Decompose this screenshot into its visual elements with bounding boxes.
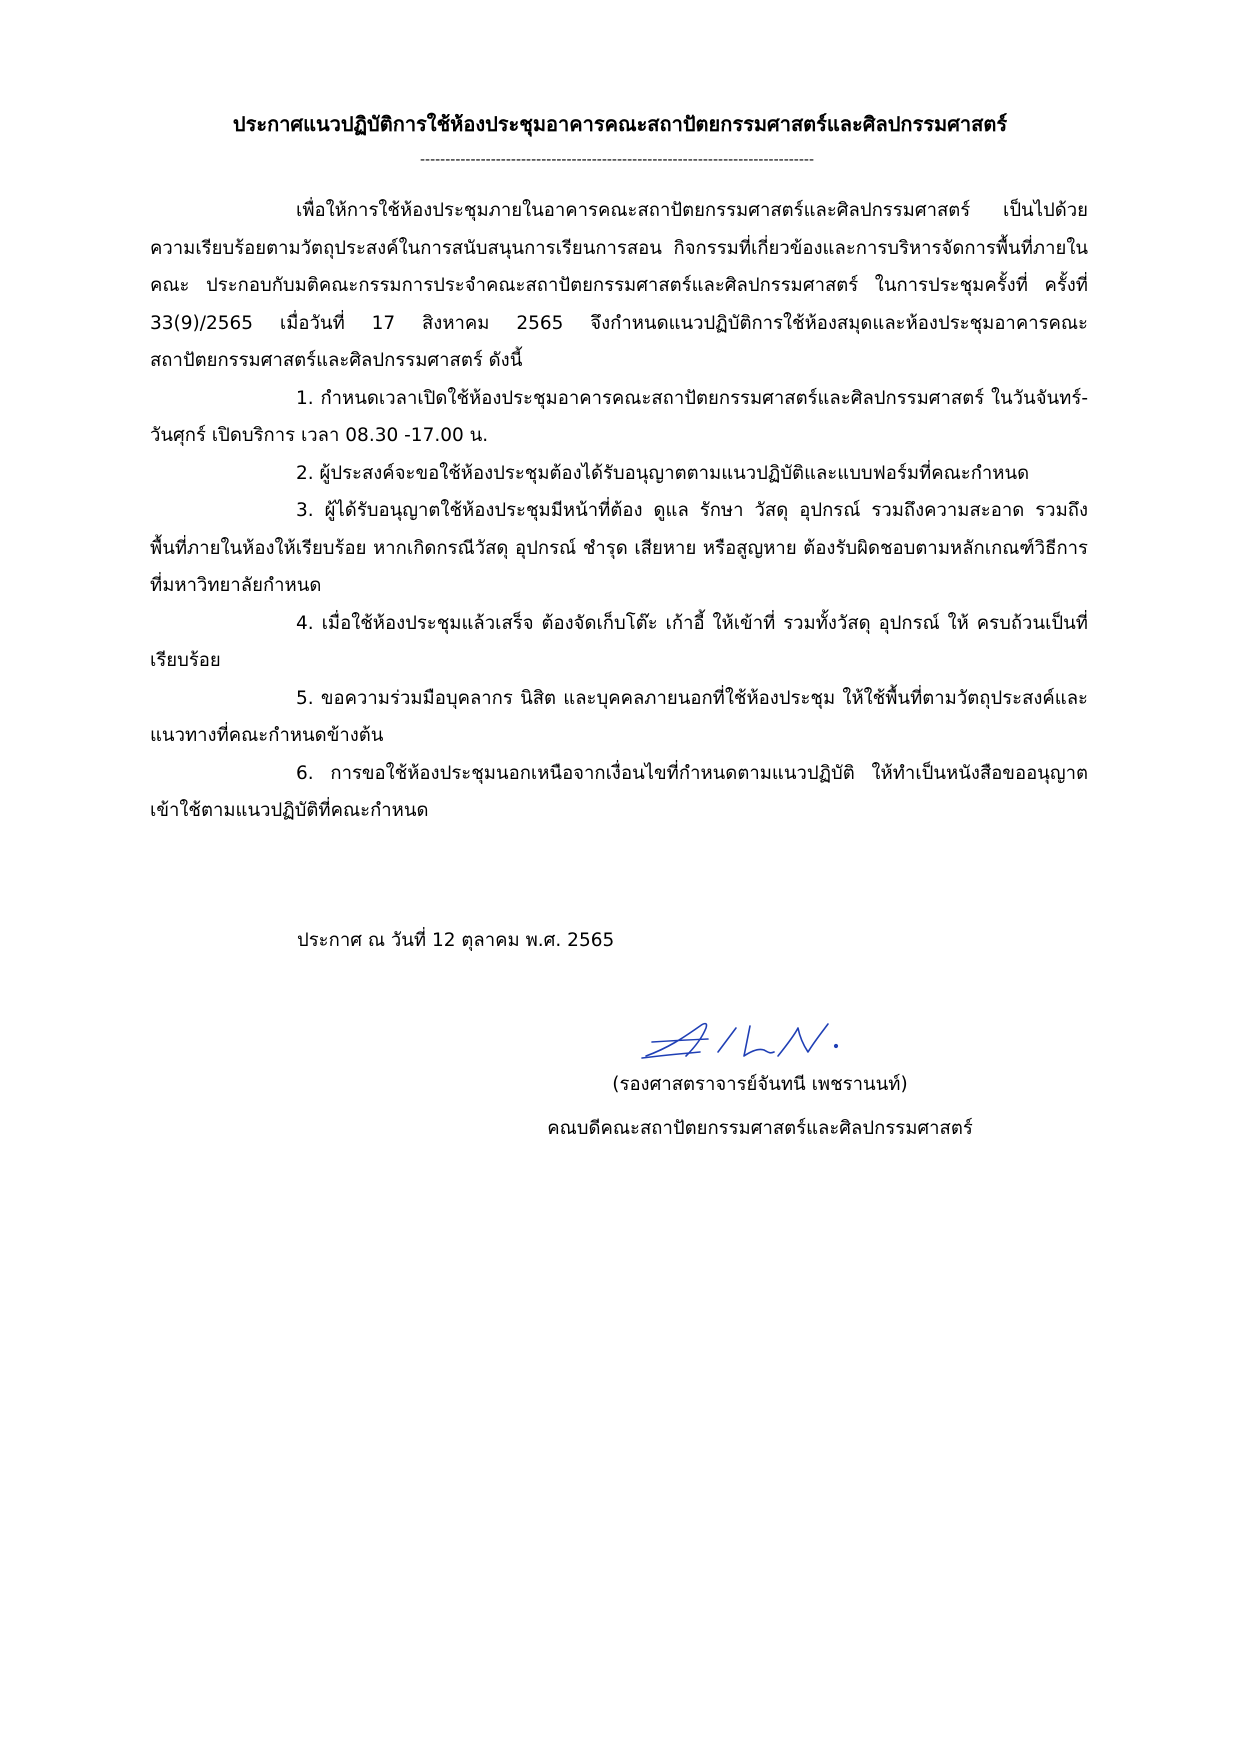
intro-paragraph: เพื่อให้การใช้ห้องประชุมภายในอาคารคณะสถาปัตยกรรมศาสตร์และศิลปกรรมศาสตร์ เป็นไปด้วยความเรียบร้อยตามวัตถุประสงค์ในการสนับสนุนการเรียนการสอน กิจกรรมที่เกี่ยวข้องและการบริหารจัดการพื้นที่ภายในคณะ ประกอบกับมติคณะกรรมการประจำคณะสถาปัตยกรรมศาสตร์และศิลปกรรมศาสตร์ ในการประชุมครั้งที่ ครั้งที่ 33(9)/2565 เมื่อวันที่ 17 สิงหาคม 2565 จึงกำหนดแนวปฏิบัติการใช้ห้องสมุดและห้องประชุมอาคารคณะสถาปัตยกรรมศาสตร์และศิลปกรรมศาสตร์ ดังนี้ bbox=[150, 200, 1088, 371]
announcement-date: ประกาศ ณ วันที่ 12 ตุลาคม พ.ศ. 2565 bbox=[297, 930, 615, 951]
signer-name: (รองศาสตราจารย์จันทนี เพชรานนท์) bbox=[612, 1074, 908, 1095]
handwritten-signature bbox=[638, 1012, 848, 1064]
guideline-item-4: 4. เมื่อใช้ห้องประชุมแล้วเสร็จ ต้องจัดเก็บโต๊ะ เก้าอี้ ให้เข้าที่ รวมทั้งวัสดุ อุปกรณ์ ให้ ครบถ้วนเป็นที่เรียบร้อย bbox=[150, 612, 1088, 671]
guideline-item-1: 1. กำหนดเวลาเปิดใช้ห้องประชุมอาคารคณะสถาปัตยกรรมศาสตร์และศิลปกรรมศาสตร์ ในวันจันทร์-วันศุกร์ เปิดบริการ เวลา 08.30 -17.00 น. bbox=[150, 387, 1088, 446]
guideline-item-3: 3. ผู้ได้รับอนุญาตใช้ห้องประชุมมีหน้าที่ต้อง ดูแล รักษา วัสดุ อุปกรณ์ รวมถึงความสะอาด รวมถึงพื้นที่ภายในห้องให้เรียบร้อย หากเกิดกรณีวัสดุ อุปกรณ์ ชำรุด เสียหาย หรือสูญหาย ต้องรับผิดชอบตามหลักเกณฑ์วิธีการที่มหาวิทยาลัยกำหนด bbox=[150, 500, 1088, 596]
guideline-item-2: 2. ผู้ประสงค์จะขอใช้ห้องประชุมต้องได้รับอนุญาตตามแนวปฏิบัติและแบบฟอร์มที่คณะกำหนด bbox=[296, 462, 1030, 484]
guideline-item-5: 5. ขอความร่วมมือบุคลากร นิสิต และบุคคลภายนอกที่ใช้ห้องประชุม ให้ใช้พื้นที่ตามวัตถุประสงค์และแนวทางที่คณะกำหนดข้างต้น bbox=[150, 687, 1088, 746]
guideline-item-6: 6. การขอใช้ห้องประชุมนอกเหนือจากเงื่อนไขที่กำหนดตามแนวปฏิบัติ ให้ทำเป็นหนังสือขออนุญาตเข้าใช้ตามแนวปฏิบัติที่คณะกำหนด bbox=[150, 762, 1088, 821]
document-body bbox=[150, 192, 1088, 830]
title-divider: ------------------------------------------------------------------------------ bbox=[419, 152, 815, 168]
signer-position: คณบดีคณะสถาปัตยกรรมศาสตร์และศิลปกรรมศาสตร์ bbox=[547, 1118, 973, 1139]
document-title: ประกาศแนวปฏิบัติการใช้ห้องประชุมอาคารคณะสถาปัตยกรรมศาสตร์และศิลปกรรมศาสตร์ bbox=[232, 112, 1008, 136]
